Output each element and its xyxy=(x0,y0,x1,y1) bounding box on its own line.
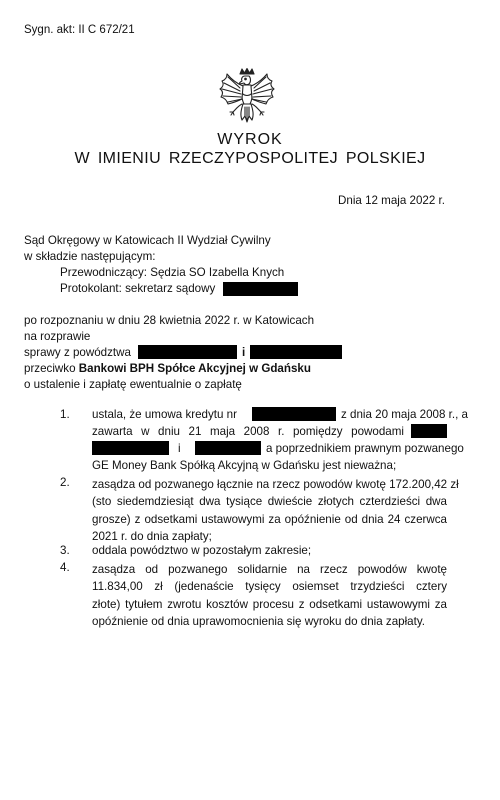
ruling-3-line-1: oddala powództwo w pozostałym zakresie; xyxy=(92,544,312,557)
proceedings-line-5: o ustalenie i zapłatę ewentualnie o zapłatę xyxy=(24,378,242,391)
ruling-2-line-4: 2021 r. do dnia zapłaty; xyxy=(92,530,212,544)
ruling-number: 4. xyxy=(60,561,70,574)
ruling-1-line-3a: i xyxy=(178,442,181,455)
ruling-2-text xyxy=(92,476,459,546)
verdict-date: Dnia 12 maja 2022 r. xyxy=(338,194,445,207)
ruling-1-line-1b: z dnia 20 maja 2008 r., a xyxy=(341,408,468,421)
ruling-number: 1. xyxy=(60,408,70,421)
redacted-plaintiff-c xyxy=(195,441,261,455)
ruling-4-line-2: 11.834,00 zł (jedenaście tysięcy osiemset trzydzieści cztery xyxy=(92,580,447,594)
redacted-plaintiff-b xyxy=(92,441,169,455)
case-number: Sygn. akt: II C 672/21 xyxy=(24,24,135,36)
ruling-1-line-2-wrap xyxy=(92,425,404,438)
polish-eagle-emblem-icon xyxy=(218,68,276,128)
ruling-1-line-2: zawarta w dniu 21 maja 2008 r. pomiędzy powodami xyxy=(92,425,404,438)
court-name: Sąd Okręgowy w Katowicach II Wydział Cywilny xyxy=(24,234,271,247)
redacted-plaintiff-a xyxy=(411,424,447,438)
ruling-4-text xyxy=(92,561,447,631)
ruling-4-line-1: zasądza od pozwanego solidarnie na rzecz powodów kwotę xyxy=(92,563,447,576)
court-clerk: Protokolant: sekretarz sądowy xyxy=(60,282,216,295)
proceedings-against: przeciwko xyxy=(24,362,76,375)
redacted-plaintiff-1 xyxy=(138,345,237,359)
verdict-title: WYROK xyxy=(217,131,283,148)
ruling-2-line-3: grosze) z odsetkami ustawowymi za opóźnienie od dnia 24 czerwca xyxy=(92,512,447,526)
ruling-2-line-2: (sto siedemdziesiąt dwa tysiące dwieście złotych czterdzieści dwa xyxy=(92,495,447,509)
redacted-loan-number xyxy=(252,407,336,421)
proceedings-line-1: po rozpoznaniu w dniu 28 kwietnia 2022 r. w Katowicach xyxy=(24,314,315,327)
court-composition-label: w składzie następującym: xyxy=(24,250,156,263)
ruling-1-line-3b: a poprzednikiem prawnym pozwanego xyxy=(266,442,464,455)
ruling-number: 3. xyxy=(60,544,70,557)
ruling-2-line-1: zasądza od pozwanego łącznie na rzecz powodów kwotę 172.200,42 zł xyxy=(92,478,459,491)
proceedings-and: i xyxy=(242,346,246,359)
redacted-clerk-name xyxy=(223,282,298,296)
proceedings-line-3: sprawy z powództwa xyxy=(24,346,131,359)
ruling-number: 2. xyxy=(60,476,70,489)
proceedings-line-2: na rozprawie xyxy=(24,330,91,343)
ruling-4-line-4: opóźnienie od dnia uprawomocnienia się wyroku do dnia zapłaty. xyxy=(92,615,425,629)
ruling-4-line-3: złote) tytułem zwrotu kosztów procesu z odsetkami ustawowymi za xyxy=(92,597,447,611)
ruling-1-line-4: GE Money Bank Spółką Akcyjną w Gdańsku jest nieważna; xyxy=(92,459,397,472)
verdict-subtitle: W IMIENIU RZECZYPOSPOLITEJ POLSKIEJ xyxy=(74,150,426,167)
court-chair: Przewodniczący: Sędzia SO Izabella Knych xyxy=(60,266,285,279)
redacted-plaintiff-2 xyxy=(250,345,342,359)
ruling-1-line-1a: ustala, że umowa kredytu nr xyxy=(92,408,237,421)
proceedings-line-4 xyxy=(24,362,311,375)
defendant-name: Bankowi BPH Spółce Akcyjnej w Gdańsku xyxy=(78,362,311,375)
